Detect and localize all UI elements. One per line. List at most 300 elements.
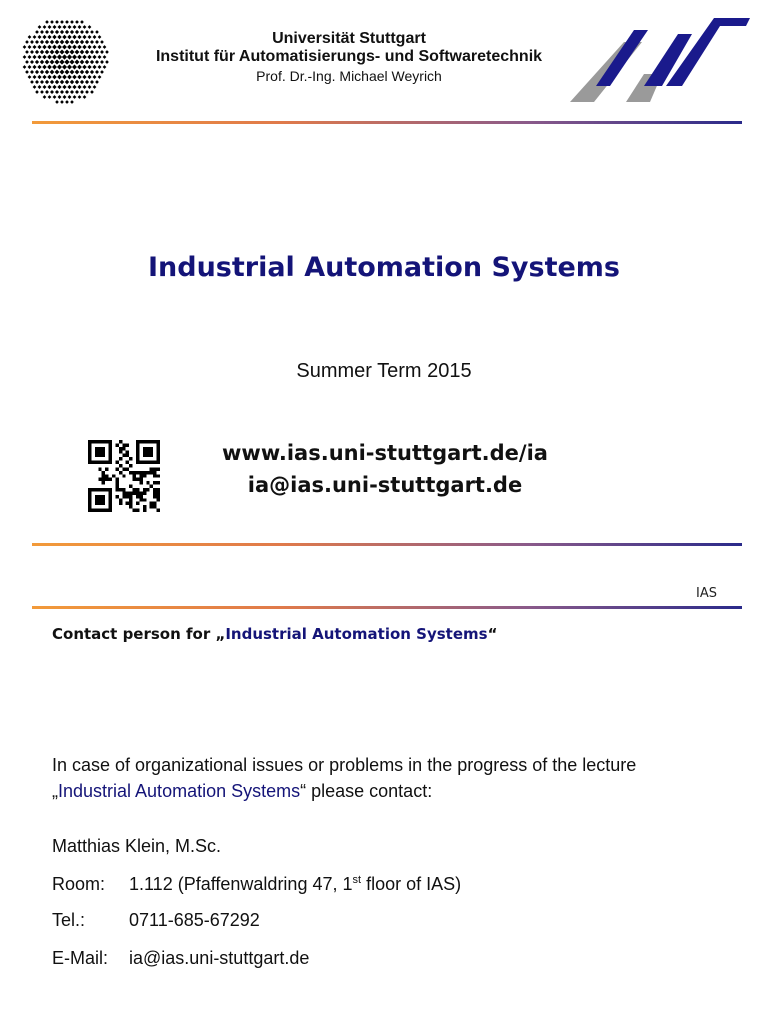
logo-dot bbox=[87, 55, 91, 59]
qr-module bbox=[91, 488, 94, 491]
logo-dot bbox=[48, 25, 52, 29]
logo-dot bbox=[55, 100, 59, 104]
qr-module bbox=[109, 440, 112, 443]
qr-module bbox=[157, 474, 160, 477]
qr-module bbox=[146, 447, 149, 450]
logo-dot bbox=[47, 55, 52, 60]
qr-module bbox=[129, 464, 132, 467]
logo-dot bbox=[67, 45, 72, 50]
qr-module bbox=[143, 488, 146, 491]
qr-module bbox=[98, 509, 101, 512]
logo-dot bbox=[75, 30, 79, 34]
contact-name: Matthias Klein, M.Sc. bbox=[52, 836, 222, 856]
qr-module bbox=[91, 461, 94, 464]
qr-module bbox=[133, 471, 136, 474]
qr-module bbox=[109, 509, 112, 512]
logo-dot bbox=[40, 30, 44, 34]
logo-dot bbox=[85, 50, 89, 54]
logo-dot bbox=[67, 75, 72, 80]
logo-dot bbox=[58, 95, 62, 99]
logo-dot bbox=[55, 70, 60, 75]
logo-dot bbox=[42, 75, 46, 79]
logo-dot bbox=[75, 20, 79, 24]
qr-module bbox=[150, 502, 153, 505]
qr-module bbox=[129, 491, 132, 494]
qr-module bbox=[119, 471, 122, 474]
logo-dot bbox=[82, 65, 87, 70]
qr-module bbox=[109, 454, 112, 457]
qr-module bbox=[88, 461, 91, 464]
qr-module bbox=[126, 502, 129, 505]
qr-module bbox=[88, 505, 91, 508]
qr-module bbox=[133, 509, 136, 512]
qr-module bbox=[157, 450, 160, 453]
qr-module bbox=[136, 491, 139, 494]
qr-module bbox=[146, 481, 149, 484]
logo-dot bbox=[28, 65, 32, 69]
logo-dot bbox=[30, 70, 34, 74]
logo-dot bbox=[85, 80, 89, 84]
logo-dot bbox=[32, 45, 36, 49]
qr-module bbox=[153, 491, 156, 494]
logo-dot bbox=[40, 90, 44, 94]
qr-module bbox=[157, 457, 160, 460]
logo-dot bbox=[68, 95, 72, 99]
logo-dot bbox=[52, 85, 56, 89]
qr-module bbox=[115, 443, 118, 446]
qr-module bbox=[133, 478, 136, 481]
logo-dot bbox=[65, 80, 70, 85]
qr-module bbox=[146, 440, 149, 443]
logo-dot bbox=[77, 85, 81, 89]
contact-heading-course: Industrial Automation Systems bbox=[225, 625, 488, 643]
logo-dot bbox=[30, 80, 34, 84]
qr-module bbox=[122, 454, 125, 457]
qr-module bbox=[109, 457, 112, 460]
qr-module bbox=[146, 454, 149, 457]
term-label: Summer Term 2015 bbox=[296, 360, 472, 382]
qr-module bbox=[122, 443, 125, 446]
qr-module bbox=[102, 495, 105, 498]
logo-dot bbox=[57, 35, 61, 39]
qr-module bbox=[91, 440, 94, 443]
qr-module bbox=[88, 440, 91, 443]
logo-dot bbox=[82, 85, 86, 89]
logo-dot bbox=[40, 80, 44, 84]
qr-module bbox=[95, 454, 98, 457]
qr-module bbox=[109, 498, 112, 501]
qr-module bbox=[153, 495, 156, 498]
logo-dot bbox=[100, 70, 104, 74]
logo-dot bbox=[57, 75, 62, 80]
qr-module bbox=[157, 491, 160, 494]
logo-dot bbox=[75, 40, 80, 45]
logo-dot bbox=[67, 54, 72, 59]
logo-dot bbox=[30, 60, 34, 64]
logo-dot bbox=[98, 65, 102, 69]
qr-module bbox=[98, 454, 101, 457]
logo-dot bbox=[95, 30, 99, 34]
email-link[interactable]: ia@ias.uni-stuttgart.de bbox=[247, 472, 523, 497]
qr-module bbox=[153, 471, 156, 474]
qr-module bbox=[146, 471, 149, 474]
qr-module bbox=[143, 498, 146, 501]
qr-module bbox=[102, 502, 105, 505]
contact-heading-prefix: Contact person for „ bbox=[52, 625, 226, 643]
logo-dot bbox=[57, 64, 62, 69]
logo-dot bbox=[52, 75, 57, 80]
qr-module bbox=[95, 495, 98, 498]
room-value bbox=[129, 874, 461, 894]
qr-module bbox=[98, 450, 101, 453]
logo-dot bbox=[87, 35, 91, 39]
qr-module bbox=[157, 495, 160, 498]
logo-dot bbox=[62, 75, 67, 80]
logo-dot bbox=[70, 30, 74, 34]
qr-module bbox=[102, 450, 105, 453]
contact-slide-top-divider bbox=[32, 606, 742, 609]
qr-module bbox=[88, 454, 91, 457]
logo-dot bbox=[78, 95, 82, 99]
logo-dot bbox=[60, 30, 64, 34]
qr-module bbox=[143, 509, 146, 512]
email-value[interactable]: ia@ias.uni-stuttgart.de bbox=[129, 948, 310, 968]
logo-dot bbox=[72, 45, 77, 50]
logo-dot bbox=[37, 65, 41, 69]
logo-dot bbox=[54, 59, 59, 64]
logo-dot bbox=[80, 20, 84, 24]
qr-module bbox=[150, 454, 153, 457]
logo-dot bbox=[57, 25, 61, 29]
logo-dot bbox=[67, 35, 71, 39]
logo-dot bbox=[72, 55, 77, 60]
logo-dot bbox=[103, 65, 107, 69]
qr-module bbox=[109, 450, 112, 453]
qr-module bbox=[115, 461, 118, 464]
logo-dot bbox=[57, 45, 62, 50]
logo-dot bbox=[35, 30, 39, 34]
ias-logo bbox=[566, 12, 752, 106]
logo-dot bbox=[55, 50, 60, 55]
logo-dot bbox=[70, 90, 74, 94]
qr-module bbox=[98, 461, 101, 464]
logo-dot bbox=[90, 70, 94, 74]
qr-module bbox=[95, 502, 98, 505]
logo-dot bbox=[47, 75, 51, 79]
qr-module bbox=[119, 447, 122, 450]
qr-module bbox=[143, 454, 146, 457]
logo-dot bbox=[52, 25, 56, 29]
qr-module bbox=[126, 443, 129, 446]
qr-module bbox=[88, 488, 91, 491]
logo-dot bbox=[45, 20, 49, 24]
qr-module bbox=[109, 502, 112, 505]
qr-module bbox=[95, 498, 98, 501]
qr-module bbox=[109, 478, 112, 481]
qr-module bbox=[143, 450, 146, 453]
qr-module bbox=[157, 509, 160, 512]
qr-module bbox=[105, 440, 108, 443]
logo-dot bbox=[59, 49, 64, 54]
qr-module bbox=[157, 481, 160, 484]
room-value-suffix: floor of IAS) bbox=[361, 874, 462, 894]
logo-dot bbox=[55, 80, 59, 84]
qr-module bbox=[102, 471, 105, 474]
logo-dot bbox=[40, 50, 44, 54]
qr-module bbox=[126, 491, 129, 494]
logo-dot bbox=[62, 85, 66, 89]
professor-name: Prof. Dr.-Ing. Michael Weyrich bbox=[256, 67, 442, 84]
logo-dot bbox=[23, 55, 27, 59]
logo-dot bbox=[87, 45, 91, 49]
logo-dot bbox=[103, 45, 107, 49]
logo-dot bbox=[75, 60, 80, 65]
qr-module bbox=[109, 491, 112, 494]
qr-module bbox=[157, 461, 160, 464]
logo-dot bbox=[90, 30, 94, 34]
qr-module bbox=[139, 481, 142, 484]
qr-module bbox=[91, 509, 94, 512]
qr-module bbox=[146, 461, 149, 464]
logo-dot bbox=[50, 20, 54, 24]
logo-dot bbox=[77, 55, 82, 60]
logo-dot bbox=[50, 60, 55, 65]
qr-module bbox=[95, 440, 98, 443]
qr-module bbox=[136, 443, 139, 446]
logo-dot bbox=[37, 35, 41, 39]
logo-dot bbox=[67, 64, 72, 69]
qr-module bbox=[153, 474, 156, 477]
qr-module bbox=[119, 440, 122, 443]
qr-module bbox=[129, 498, 132, 501]
qr-module bbox=[133, 488, 136, 491]
logo-dot bbox=[38, 25, 42, 29]
qr-module bbox=[102, 481, 105, 484]
logo-dot bbox=[75, 80, 79, 84]
logo-dot bbox=[45, 30, 49, 34]
qr-module bbox=[115, 478, 118, 481]
logo-dot bbox=[50, 40, 54, 44]
logo-dot bbox=[95, 50, 99, 54]
logo-dot bbox=[75, 50, 80, 55]
logo-dot bbox=[82, 35, 86, 39]
logo-dot bbox=[85, 90, 89, 94]
qr-module bbox=[150, 450, 153, 453]
logo-dot bbox=[93, 35, 97, 39]
logo-dot bbox=[32, 65, 36, 69]
qr-module bbox=[119, 502, 122, 505]
logo-dot bbox=[87, 75, 91, 79]
logo-dot bbox=[62, 54, 67, 59]
qr-module bbox=[98, 478, 101, 481]
title-contact-block bbox=[190, 438, 580, 501]
qr-module bbox=[95, 509, 98, 512]
logo-dot bbox=[90, 90, 94, 94]
qr-module bbox=[122, 488, 125, 491]
qr-module bbox=[139, 495, 142, 498]
qr-module bbox=[153, 502, 156, 505]
intro-paragraph bbox=[52, 752, 742, 804]
logo-dot bbox=[80, 80, 84, 84]
logo-dot bbox=[40, 60, 44, 64]
qr-module bbox=[119, 498, 122, 501]
logo-dot bbox=[103, 55, 107, 59]
qr-module bbox=[136, 509, 139, 512]
logo-dot bbox=[33, 85, 37, 89]
room-label: Room: bbox=[52, 874, 106, 894]
qr-module bbox=[88, 495, 91, 498]
qr-module bbox=[122, 447, 125, 450]
logo-dot bbox=[72, 35, 76, 39]
qr-module bbox=[105, 478, 108, 481]
logo-dot bbox=[23, 45, 27, 49]
qr-module bbox=[98, 495, 101, 498]
qr-module bbox=[115, 495, 118, 498]
qr-module bbox=[129, 471, 132, 474]
logo-dot bbox=[83, 95, 87, 99]
qr-module bbox=[153, 505, 156, 508]
website-link[interactable]: www.ias.uni-stuttgart.de/ia bbox=[222, 441, 548, 465]
logo-dot bbox=[65, 100, 69, 104]
email-label: E-Mail: bbox=[52, 948, 109, 968]
qr-module bbox=[109, 461, 112, 464]
logo-dot bbox=[72, 25, 76, 29]
logo-dot bbox=[64, 59, 69, 64]
qr-module bbox=[139, 471, 142, 474]
logo-dot bbox=[82, 55, 87, 60]
logo-dot bbox=[47, 45, 52, 50]
qr-module bbox=[157, 467, 160, 470]
logo-dot bbox=[59, 59, 64, 64]
logo-dot bbox=[57, 85, 61, 89]
logo-dot bbox=[95, 60, 99, 64]
logo-dot bbox=[60, 20, 64, 24]
qr-module bbox=[157, 454, 160, 457]
room-value-sup: st bbox=[352, 874, 362, 886]
logo-dot bbox=[87, 65, 91, 69]
qr-module bbox=[98, 440, 101, 443]
qr-module bbox=[126, 461, 129, 464]
qr-module bbox=[98, 498, 101, 501]
qr-module bbox=[88, 502, 91, 505]
qr-module bbox=[102, 440, 105, 443]
qr-module bbox=[98, 447, 101, 450]
logo-dot bbox=[78, 25, 82, 29]
qr-module bbox=[112, 474, 115, 477]
tel-row bbox=[52, 910, 260, 931]
qr-module bbox=[136, 454, 139, 457]
qr-module bbox=[157, 498, 160, 501]
logo-dot bbox=[90, 60, 94, 64]
qr-module bbox=[129, 485, 132, 488]
qr-module bbox=[139, 440, 142, 443]
logo-dot bbox=[48, 95, 52, 99]
logo-dot bbox=[42, 65, 47, 70]
qr-module bbox=[105, 467, 108, 470]
logo-dot bbox=[88, 85, 92, 89]
logo-dot bbox=[52, 65, 57, 70]
logo-dot bbox=[80, 50, 85, 55]
logo-dot bbox=[80, 30, 84, 34]
logo-dot bbox=[42, 45, 46, 49]
qr-module bbox=[136, 440, 139, 443]
logo-dot bbox=[80, 60, 85, 65]
logo-dot bbox=[85, 40, 89, 44]
qr-module bbox=[109, 495, 112, 498]
logo-dot bbox=[65, 30, 69, 34]
qr-module bbox=[143, 447, 146, 450]
qr-module bbox=[119, 464, 122, 467]
qr-module bbox=[105, 474, 108, 477]
logo-dot bbox=[47, 35, 51, 39]
title-slide-bottom-divider bbox=[32, 543, 742, 546]
qr-module bbox=[157, 443, 160, 446]
logo-dot bbox=[98, 45, 102, 49]
contact-heading bbox=[52, 625, 497, 643]
qr-module bbox=[102, 509, 105, 512]
qr-module bbox=[109, 505, 112, 508]
qr-code[interactable] bbox=[88, 440, 160, 512]
logo-dot bbox=[92, 55, 96, 59]
contact-heading-suffix: “ bbox=[487, 625, 498, 643]
qr-module bbox=[150, 467, 153, 470]
logo-dot bbox=[45, 50, 50, 55]
logo-dot bbox=[42, 55, 47, 60]
logo-dot bbox=[90, 40, 94, 44]
logo-dot bbox=[42, 85, 46, 89]
logo-dot bbox=[53, 95, 57, 99]
logo-dot bbox=[100, 50, 104, 54]
logo-dot bbox=[60, 80, 64, 84]
qr-module bbox=[98, 488, 101, 491]
qr-module bbox=[102, 454, 105, 457]
qr-module bbox=[157, 488, 160, 491]
logo-dot bbox=[45, 40, 49, 44]
logo-dot bbox=[35, 70, 39, 74]
qr-module bbox=[157, 440, 160, 443]
logo-dot bbox=[98, 75, 102, 79]
intro-line-2 bbox=[52, 778, 742, 804]
logo-dot bbox=[70, 100, 74, 104]
logo-dot bbox=[70, 50, 75, 55]
logo-dot bbox=[52, 45, 57, 50]
logo-dot bbox=[45, 80, 49, 84]
qr-module bbox=[153, 440, 156, 443]
logo-dot bbox=[50, 80, 54, 84]
logo-dot bbox=[25, 50, 29, 54]
logo-dot bbox=[62, 25, 66, 29]
logo-dot bbox=[32, 55, 36, 59]
presentation-title: Industrial Automation Systems bbox=[147, 252, 621, 283]
qr-module bbox=[126, 495, 129, 498]
logo-dot bbox=[73, 95, 77, 99]
qr-module bbox=[102, 478, 105, 481]
qr-module bbox=[139, 474, 142, 477]
logo-dot bbox=[60, 90, 64, 94]
logo-dot bbox=[25, 70, 29, 74]
logo-dot bbox=[70, 20, 74, 24]
logo-dot bbox=[55, 20, 59, 24]
tel-label: Tel.: bbox=[52, 910, 86, 930]
intro-course: Industrial Automation Systems bbox=[58, 781, 301, 801]
university-logo bbox=[20, 14, 110, 106]
header-text bbox=[110, 30, 588, 84]
intro-open-quote: „ bbox=[52, 781, 58, 801]
tel-value[interactable]: 0711-685-67292 bbox=[129, 910, 260, 930]
logo-dot bbox=[83, 25, 87, 29]
logo-dot bbox=[80, 90, 84, 94]
logo-dot bbox=[65, 40, 70, 45]
